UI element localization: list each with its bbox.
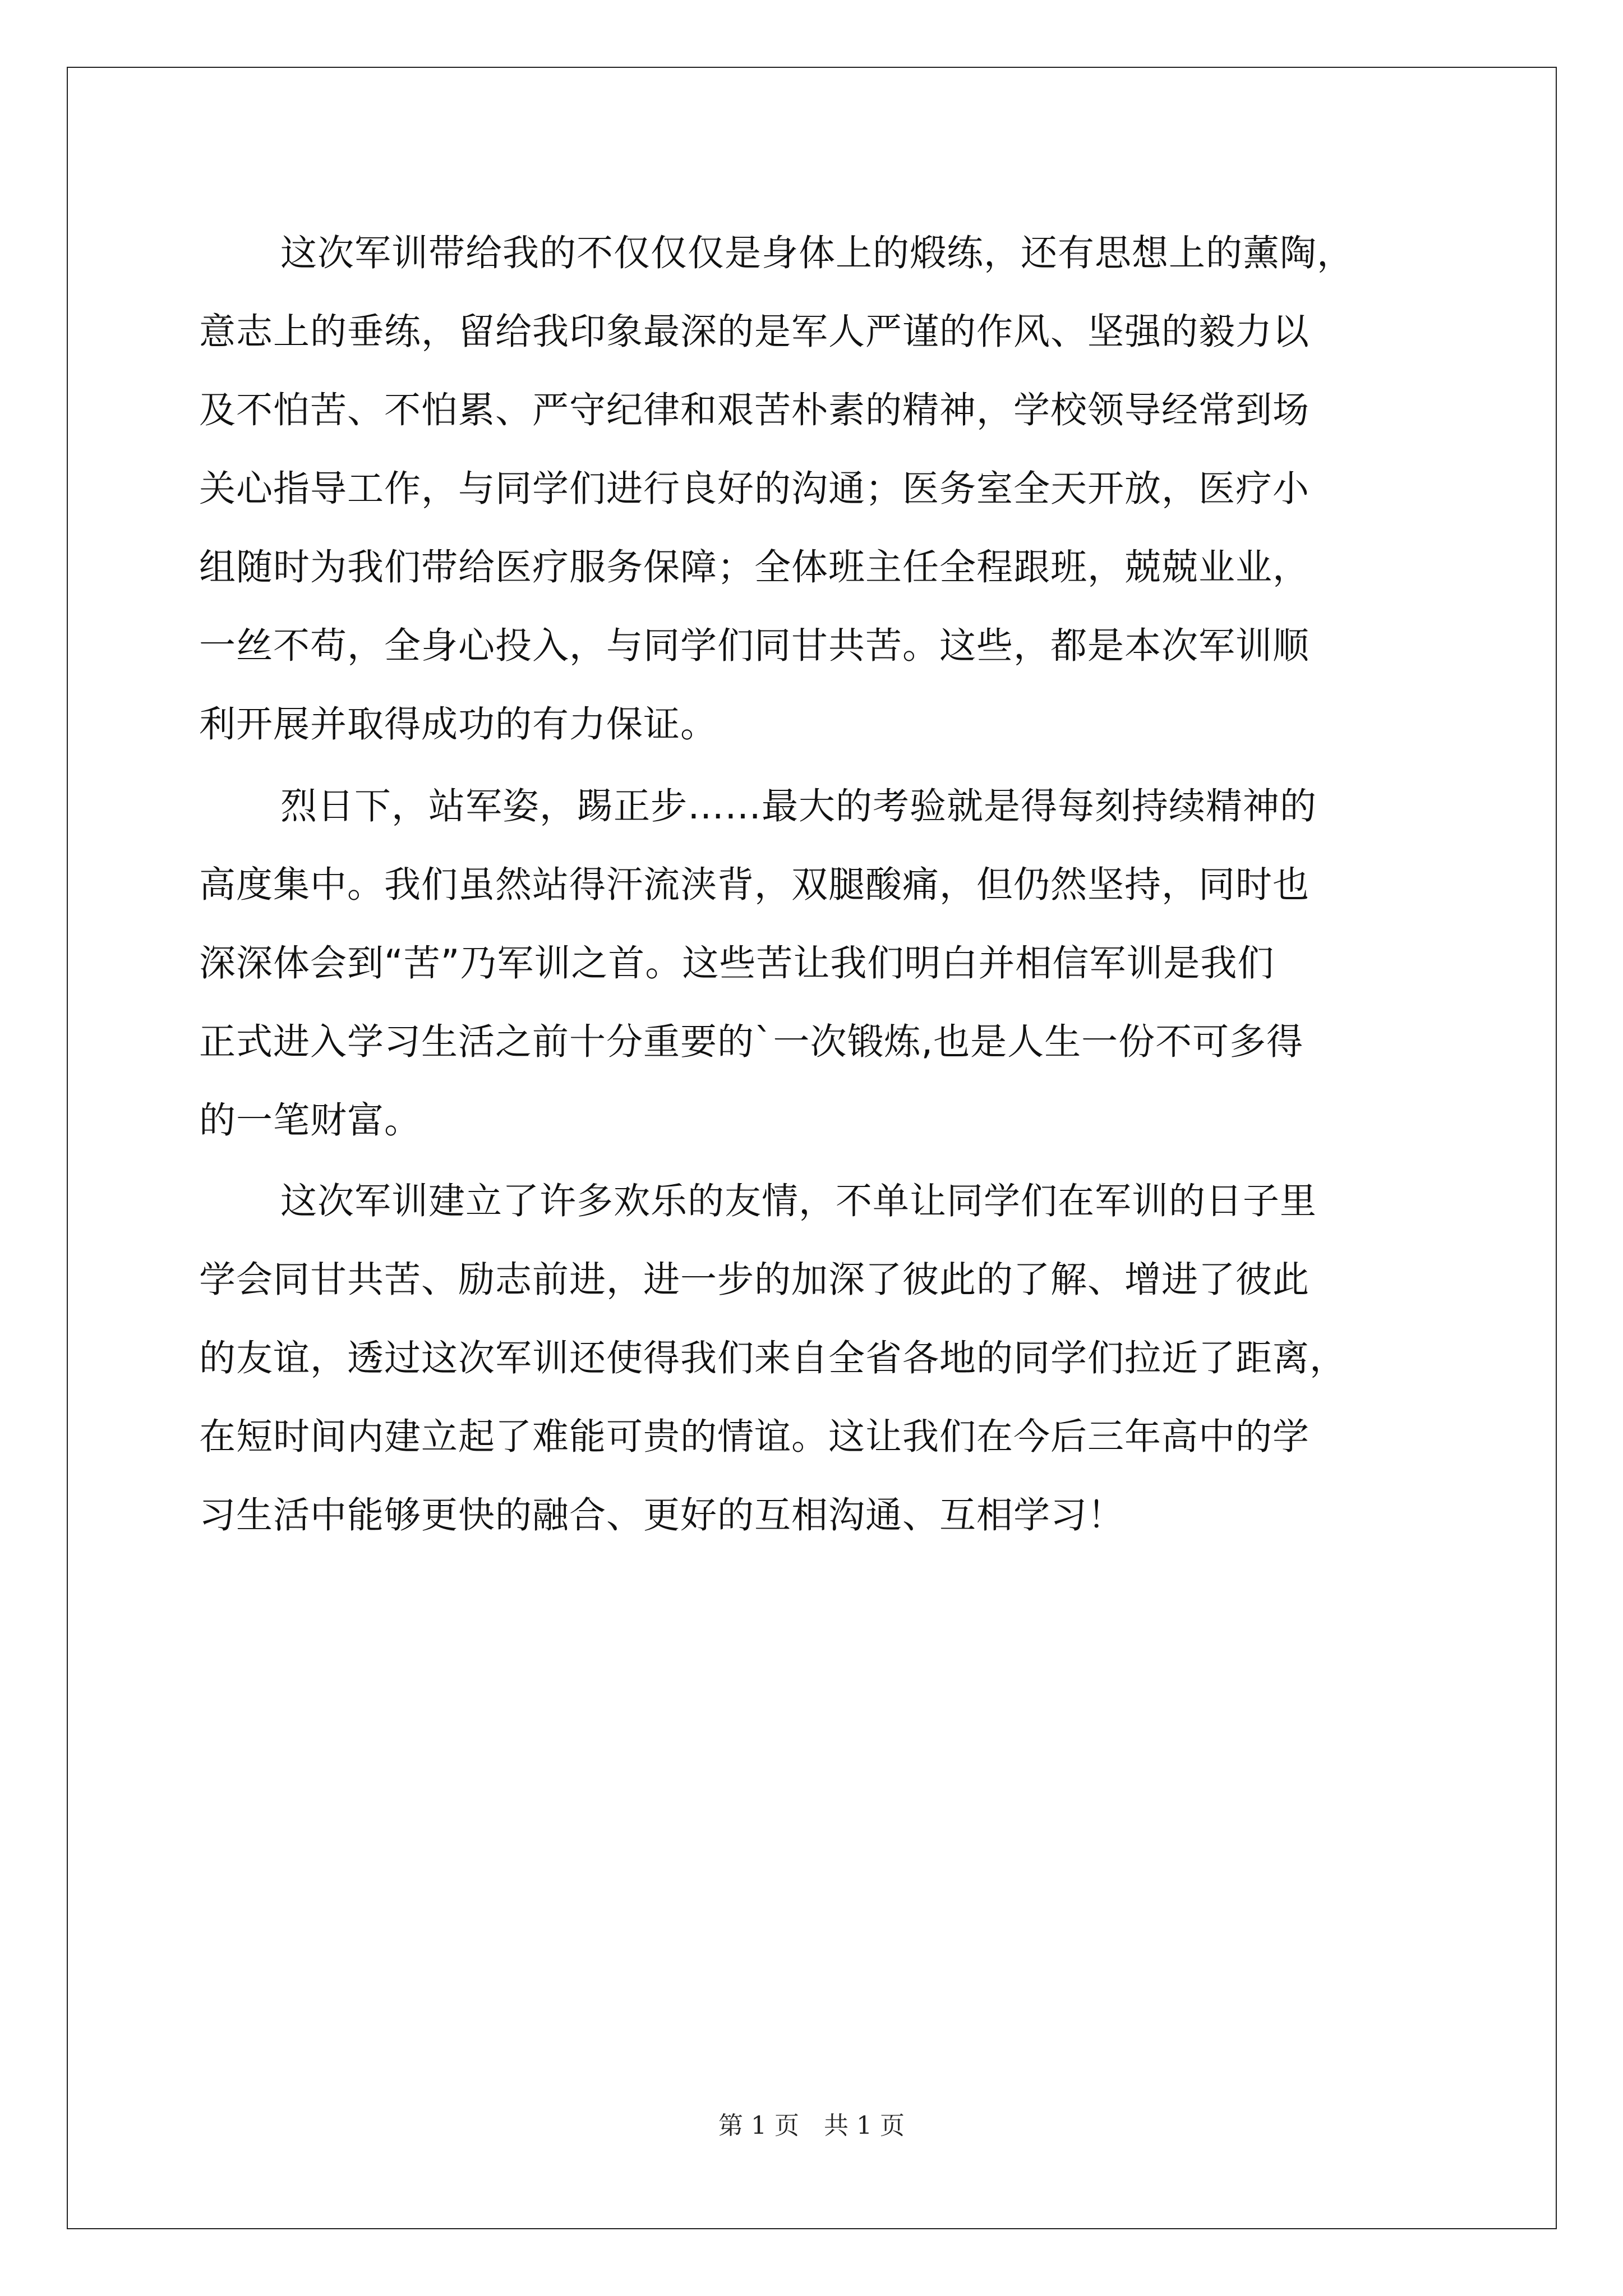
paragraph-3-line-2: 学会同甘共苦、励志前进，进一步的加深了彼此的了解、增进了彼此 — [199, 1259, 1310, 1301]
paragraph-3-line-4: 在短时间内建立起了难能可贵的情谊。这让我们在今后三年高中的学 — [199, 1416, 1310, 1458]
paragraph-1-line-1: 这次军训带给我的不仅仅仅是身体上的煅练，还有思想上的薰陶， — [280, 232, 1354, 274]
paragraph-1-line-4: 关心指导工作，与同学们进行良好的沟通；医务室全天开放，医疗小 — [199, 468, 1310, 510]
page-number-footer: 第 1 页 共 1 页 — [718, 2111, 905, 2140]
paragraph-2-line-2: 高度集中。我们虽然站得汗流浃背，双腿酸痛，但仍然坚持，同时也 — [199, 864, 1310, 906]
paragraph-2-line-1: 烈日下，站军姿，踢正步……最大的考验就是得每刻持续精神的 — [280, 785, 1317, 827]
paragraph-1-line-3: 及不怕苦、不怕累、严守纪律和艰苦朴素的精神，学校领导经常到场 — [199, 389, 1310, 431]
paragraph-3-line-5: 习生活中能够更快的融合、更好的互相沟通、互相学习！ — [199, 1494, 1125, 1536]
paragraph-2-line-4: 正式进入学习生活之前十分重要的`一次锻炼,也是人生一份不可多得 — [199, 1021, 1304, 1063]
paragraph-1-line-7: 利开展并取得成功的有力保证。 — [199, 703, 718, 746]
paragraph-3-line-3: 的友谊，透过这次军训还使得我们来自全省各地的同学们拉近了距离， — [199, 1337, 1347, 1379]
paragraph-3-line-1: 这次军训建立了许多欢乐的友情，不单让同学们在军训的日子里 — [280, 1180, 1317, 1222]
paragraph-1-line-5: 组随时为我们带给医疗服务保障；全体班主任全程跟班，兢兢业业， — [199, 546, 1310, 588]
paragraph-2-line-3: 深深体会到“苦”乃军训之首。这些苦让我们明白并相信军训是我们 — [199, 942, 1275, 984]
paragraph-2-line-5: 的一笔财富。 — [199, 1099, 422, 1142]
paragraph-1-line-2: 意志上的垂练，留给我印象最深的是军人严谨的作风、坚强的毅力以 — [199, 311, 1310, 353]
paragraph-1-line-6: 一丝不苟，全身心投入，与同学们同甘共苦。这些，都是本次军训顺 — [199, 625, 1310, 667]
